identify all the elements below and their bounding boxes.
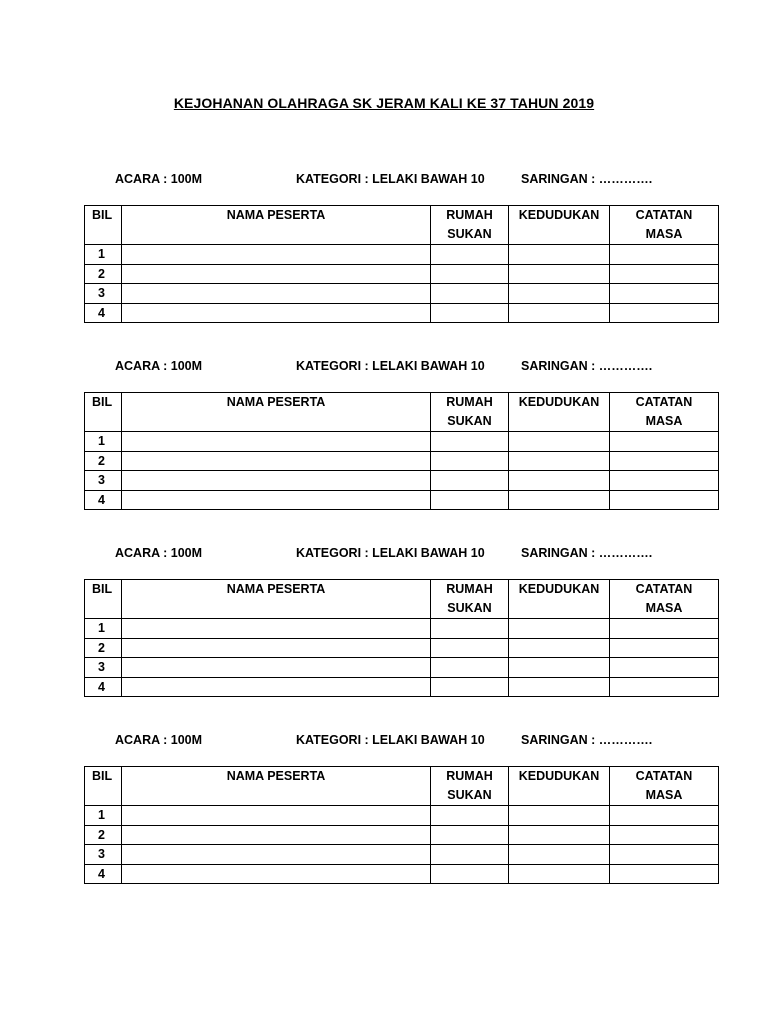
table-row xyxy=(85,264,719,284)
nama-peserta-cell[interactable] xyxy=(122,864,431,884)
rumah-sukan-cell[interactable] xyxy=(431,638,509,658)
header-catatan-masa: CATATAN MASA xyxy=(610,767,719,806)
table-header-row xyxy=(85,206,719,245)
kategori-label: KATEGORI : LELAKI BAWAH 10 xyxy=(296,546,485,560)
catatan-masa-cell[interactable] xyxy=(610,864,719,884)
kedudukan-cell[interactable] xyxy=(509,451,610,471)
table-header-row xyxy=(85,767,719,806)
table-row xyxy=(85,619,719,639)
bil-cell: 1 xyxy=(85,806,122,826)
kategori-label: KATEGORI : LELAKI BAWAH 10 xyxy=(296,172,485,186)
kategori-label: KATEGORI : LELAKI BAWAH 10 xyxy=(296,359,485,373)
header-kedudukan: KEDUDUKAN xyxy=(509,580,610,619)
nama-peserta-cell[interactable] xyxy=(122,677,431,697)
rumah-sukan-cell[interactable] xyxy=(431,658,509,678)
table-row xyxy=(85,825,719,845)
bil-cell: 3 xyxy=(85,845,122,865)
kedudukan-cell[interactable] xyxy=(509,864,610,884)
nama-peserta-cell[interactable] xyxy=(122,471,431,491)
rumah-sukan-cell[interactable] xyxy=(431,432,509,452)
event-info-line xyxy=(0,546,768,566)
bil-cell: 2 xyxy=(85,825,122,845)
participant-table xyxy=(84,392,719,510)
bil-cell: 3 xyxy=(85,284,122,304)
kedudukan-cell[interactable] xyxy=(509,806,610,826)
header-kedudukan: KEDUDUKAN xyxy=(509,393,610,432)
nama-peserta-cell[interactable] xyxy=(122,490,431,510)
catatan-masa-cell[interactable] xyxy=(610,677,719,697)
nama-peserta-cell[interactable] xyxy=(122,432,431,452)
event-section xyxy=(0,359,768,507)
table-row xyxy=(85,806,719,826)
participant-table xyxy=(84,205,719,323)
nama-peserta-cell[interactable] xyxy=(122,658,431,678)
kedudukan-cell[interactable] xyxy=(509,638,610,658)
event-info-line xyxy=(0,172,768,192)
table-row xyxy=(85,432,719,452)
catatan-masa-cell[interactable] xyxy=(610,264,719,284)
kedudukan-cell[interactable] xyxy=(509,245,610,265)
rumah-sukan-cell[interactable] xyxy=(431,864,509,884)
acara-label: ACARA : 100M xyxy=(115,172,203,186)
kedudukan-cell[interactable] xyxy=(509,303,610,323)
table-header-row xyxy=(85,580,719,619)
kedudukan-cell[interactable] xyxy=(509,658,610,678)
kedudukan-cell[interactable] xyxy=(509,490,610,510)
rumah-sukan-cell[interactable] xyxy=(431,825,509,845)
header-bil: BIL xyxy=(85,580,122,619)
kedudukan-cell[interactable] xyxy=(509,825,610,845)
nama-peserta-cell[interactable] xyxy=(122,845,431,865)
rumah-sukan-cell[interactable] xyxy=(431,303,509,323)
saringan-label: SARINGAN : …………. xyxy=(521,359,653,373)
rumah-sukan-cell[interactable] xyxy=(431,490,509,510)
table-row xyxy=(85,490,719,510)
nama-peserta-cell[interactable] xyxy=(122,284,431,304)
kedudukan-cell[interactable] xyxy=(509,471,610,491)
bil-cell: 1 xyxy=(85,245,122,265)
header-bil: BIL xyxy=(85,206,122,245)
catatan-masa-cell[interactable] xyxy=(610,845,719,865)
event-section xyxy=(0,546,768,694)
bil-cell: 1 xyxy=(85,432,122,452)
bil-cell: 2 xyxy=(85,264,122,284)
header-catatan-masa: CATATAN MASA xyxy=(610,393,719,432)
kedudukan-cell[interactable] xyxy=(509,264,610,284)
header-nama-peserta: NAMA PESERTA xyxy=(122,393,431,432)
saringan-label: SARINGAN : …………. xyxy=(521,733,653,747)
header-nama-peserta: NAMA PESERTA xyxy=(122,580,431,619)
table-row xyxy=(85,864,719,884)
nama-peserta-cell[interactable] xyxy=(122,619,431,639)
rumah-sukan-cell[interactable] xyxy=(431,451,509,471)
table-row xyxy=(85,245,719,265)
event-info-line xyxy=(0,733,768,753)
table-header-row xyxy=(85,393,719,432)
catatan-masa-cell[interactable] xyxy=(610,825,719,845)
saringan-label: SARINGAN : …………. xyxy=(521,546,653,560)
event-section xyxy=(0,172,768,320)
rumah-sukan-cell[interactable] xyxy=(431,284,509,304)
header-bil: BIL xyxy=(85,767,122,806)
catatan-masa-cell[interactable] xyxy=(610,806,719,826)
event-info-line xyxy=(0,359,768,379)
nama-peserta-cell[interactable] xyxy=(122,825,431,845)
catatan-masa-cell[interactable] xyxy=(610,658,719,678)
document-title: KEJOHANAN OLAHRAGA SK JERAM KALI KE 37 TAHUN 2019 xyxy=(173,95,595,111)
kategori-label: KATEGORI : LELAKI BAWAH 10 xyxy=(296,733,485,747)
bil-cell: 4 xyxy=(85,490,122,510)
bil-cell: 2 xyxy=(85,451,122,471)
bil-cell: 3 xyxy=(85,471,122,491)
table-row xyxy=(85,284,719,304)
bil-cell: 4 xyxy=(85,864,122,884)
bil-cell: 3 xyxy=(85,658,122,678)
rumah-sukan-cell[interactable] xyxy=(431,677,509,697)
nama-peserta-cell[interactable] xyxy=(122,303,431,323)
rumah-sukan-cell[interactable] xyxy=(431,806,509,826)
bil-cell: 2 xyxy=(85,638,122,658)
catatan-masa-cell[interactable] xyxy=(610,490,719,510)
participant-table xyxy=(84,579,719,697)
bil-cell: 4 xyxy=(85,303,122,323)
header-rumah-sukan: RUMAH SUKAN xyxy=(431,580,509,619)
acara-label: ACARA : 100M xyxy=(115,359,203,373)
bil-cell: 1 xyxy=(85,619,122,639)
header-rumah-sukan: RUMAH SUKAN xyxy=(431,767,509,806)
table-row xyxy=(85,303,719,323)
kedudukan-cell[interactable] xyxy=(509,845,610,865)
nama-peserta-cell[interactable] xyxy=(122,806,431,826)
header-rumah-sukan: RUMAH SUKAN xyxy=(431,393,509,432)
rumah-sukan-cell[interactable] xyxy=(431,471,509,491)
table-row xyxy=(85,677,719,697)
acara-label: ACARA : 100M xyxy=(115,546,203,560)
table-row xyxy=(85,845,719,865)
header-rumah-sukan: RUMAH SUKAN xyxy=(431,206,509,245)
catatan-masa-cell[interactable] xyxy=(610,284,719,304)
catatan-masa-cell[interactable] xyxy=(610,303,719,323)
saringan-label: SARINGAN : …………. xyxy=(521,172,653,186)
rumah-sukan-cell[interactable] xyxy=(431,245,509,265)
catatan-masa-cell[interactable] xyxy=(610,432,719,452)
kedudukan-cell[interactable] xyxy=(509,432,610,452)
catatan-masa-cell[interactable] xyxy=(610,245,719,265)
nama-peserta-cell[interactable] xyxy=(122,264,431,284)
header-kedudukan: KEDUDUKAN xyxy=(509,767,610,806)
bil-cell: 4 xyxy=(85,677,122,697)
header-kedudukan: KEDUDUKAN xyxy=(509,206,610,245)
header-catatan-masa: CATATAN MASA xyxy=(610,206,719,245)
catatan-masa-cell[interactable] xyxy=(610,619,719,639)
participant-table xyxy=(84,766,719,884)
table-row xyxy=(85,638,719,658)
header-nama-peserta: NAMA PESERTA xyxy=(122,767,431,806)
catatan-masa-cell[interactable] xyxy=(610,638,719,658)
header-nama-peserta: NAMA PESERTA xyxy=(122,206,431,245)
kedudukan-cell[interactable] xyxy=(509,284,610,304)
nama-peserta-cell[interactable] xyxy=(122,638,431,658)
header-catatan-masa: CATATAN MASA xyxy=(610,580,719,619)
kedudukan-cell[interactable] xyxy=(509,677,610,697)
catatan-masa-cell[interactable] xyxy=(610,451,719,471)
nama-peserta-cell[interactable] xyxy=(122,245,431,265)
nama-peserta-cell[interactable] xyxy=(122,451,431,471)
rumah-sukan-cell[interactable] xyxy=(431,845,509,865)
table-row xyxy=(85,451,719,471)
kedudukan-cell[interactable] xyxy=(509,619,610,639)
table-row xyxy=(85,471,719,491)
event-section xyxy=(0,733,768,881)
header-bil: BIL xyxy=(85,393,122,432)
catatan-masa-cell[interactable] xyxy=(610,471,719,491)
acara-label: ACARA : 100M xyxy=(115,733,203,747)
rumah-sukan-cell[interactable] xyxy=(431,264,509,284)
table-row xyxy=(85,658,719,678)
rumah-sukan-cell[interactable] xyxy=(431,619,509,639)
